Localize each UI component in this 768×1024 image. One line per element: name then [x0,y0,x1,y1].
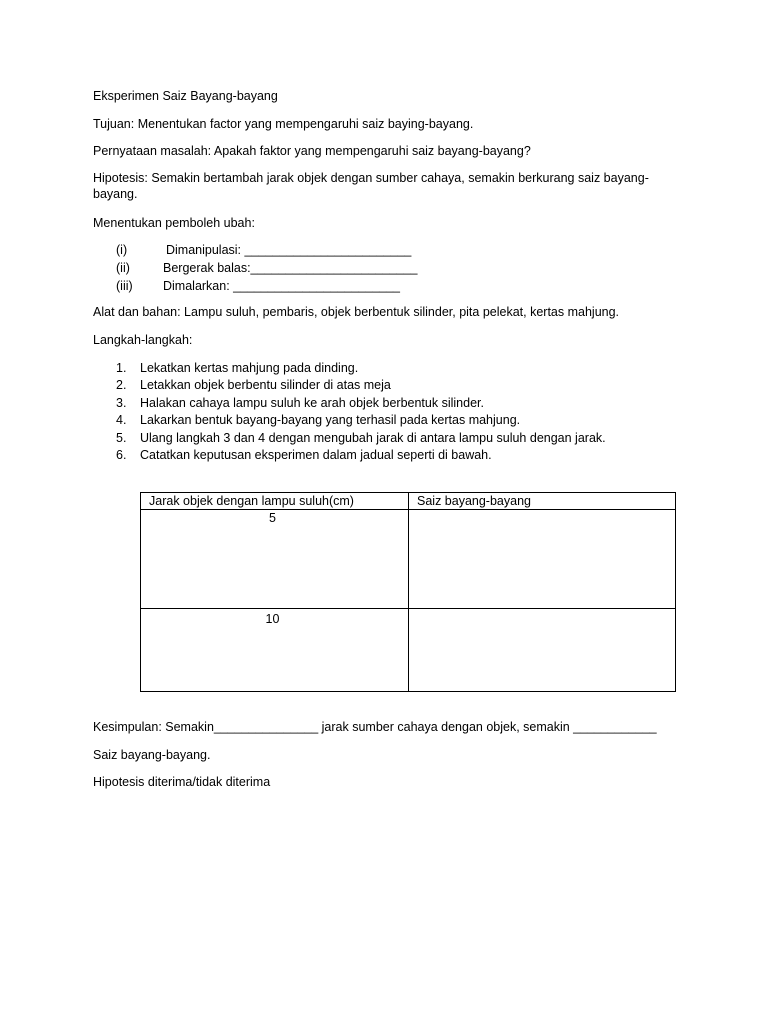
variable-number: (iii) [116,279,133,293]
page-title: Eksperimen Saiz Bayang-bayang [93,89,278,103]
variable-manipulated: Dimanipulasi: ________________________ [166,243,412,257]
pemboleh-ubah-heading: Menentukan pemboleh ubah: [93,216,255,230]
step-number: 3. [116,396,127,410]
step-number: 1. [116,361,127,375]
table-row [141,510,676,609]
variable-number: (ii) [116,261,130,275]
column-header-jarak: Jarak objek dengan lampu suluh(cm) [141,493,409,510]
langkah-heading: Langkah-langkah: [93,333,193,347]
step-text: Catatkan keputusan eksperimen dalam jadual seperti di bawah. [140,448,492,462]
saiz-cell [409,609,676,692]
kesimpulan-continuation: Saiz bayang-bayang. [93,748,211,762]
variable-responding: Bergerak balas:________________________ [163,261,418,275]
pernyataan-masalah-text: Pernyataan masalah: Apakah faktor yang mempengaruhi saiz bayang-bayang? [93,144,531,158]
jarak-value: 5 [269,511,276,525]
jarak-value: 10 [265,612,280,626]
table-row [141,609,676,692]
jarak-cell [141,609,409,692]
step-text: Ulang langkah 3 dan 4 dengan mengubah jarak di antara lampu suluh dengan jarak. [140,431,606,445]
hipotesis-text: Hipotesis: Semakin bertambah jarak objek dengan sumber cahaya, semakin berkurang saiz bayang-bayang. [93,171,649,201]
hipotesis-diterima-text: Hipotesis diterima/tidak diterima [93,775,271,789]
column-header-saiz: Saiz bayang-bayang [409,493,676,510]
results-table [140,492,676,692]
step-text: Lekatkan kertas mahjung pada dinding. [140,361,359,375]
kesimpulan-text: Kesimpulan: Semakin_______________ jarak sumber cahaya dengan objek, semakin ____________ [93,720,657,734]
jarak-cell [141,510,409,609]
saiz-cell [409,510,676,609]
alat-bahan-text: Alat dan bahan: Lampu suluh, pembaris, objek berbentuk silinder, pita pelekat, kertas mahjung. [93,305,620,319]
step-number: 4. [116,413,127,427]
step-number: 5. [116,431,127,445]
variable-constant: Dimalarkan: ________________________ [163,279,401,293]
step-number: 6. [116,448,127,462]
step-text: Letakkan objek berbentu silinder di atas meja [140,378,391,392]
step-text: Lakarkan bentuk bayang-bayang yang terhasil pada kertas mahjung. [140,413,521,427]
tujuan-text: Tujuan: Menentukan factor yang mempengaruhi saiz baying-bayang. [93,117,474,131]
table-header-row [141,493,676,510]
step-number: 2. [116,378,127,392]
variable-number: (i) [116,243,128,257]
step-text: Halakan cahaya lampu suluh ke arah objek berbentuk silinder. [140,396,484,410]
